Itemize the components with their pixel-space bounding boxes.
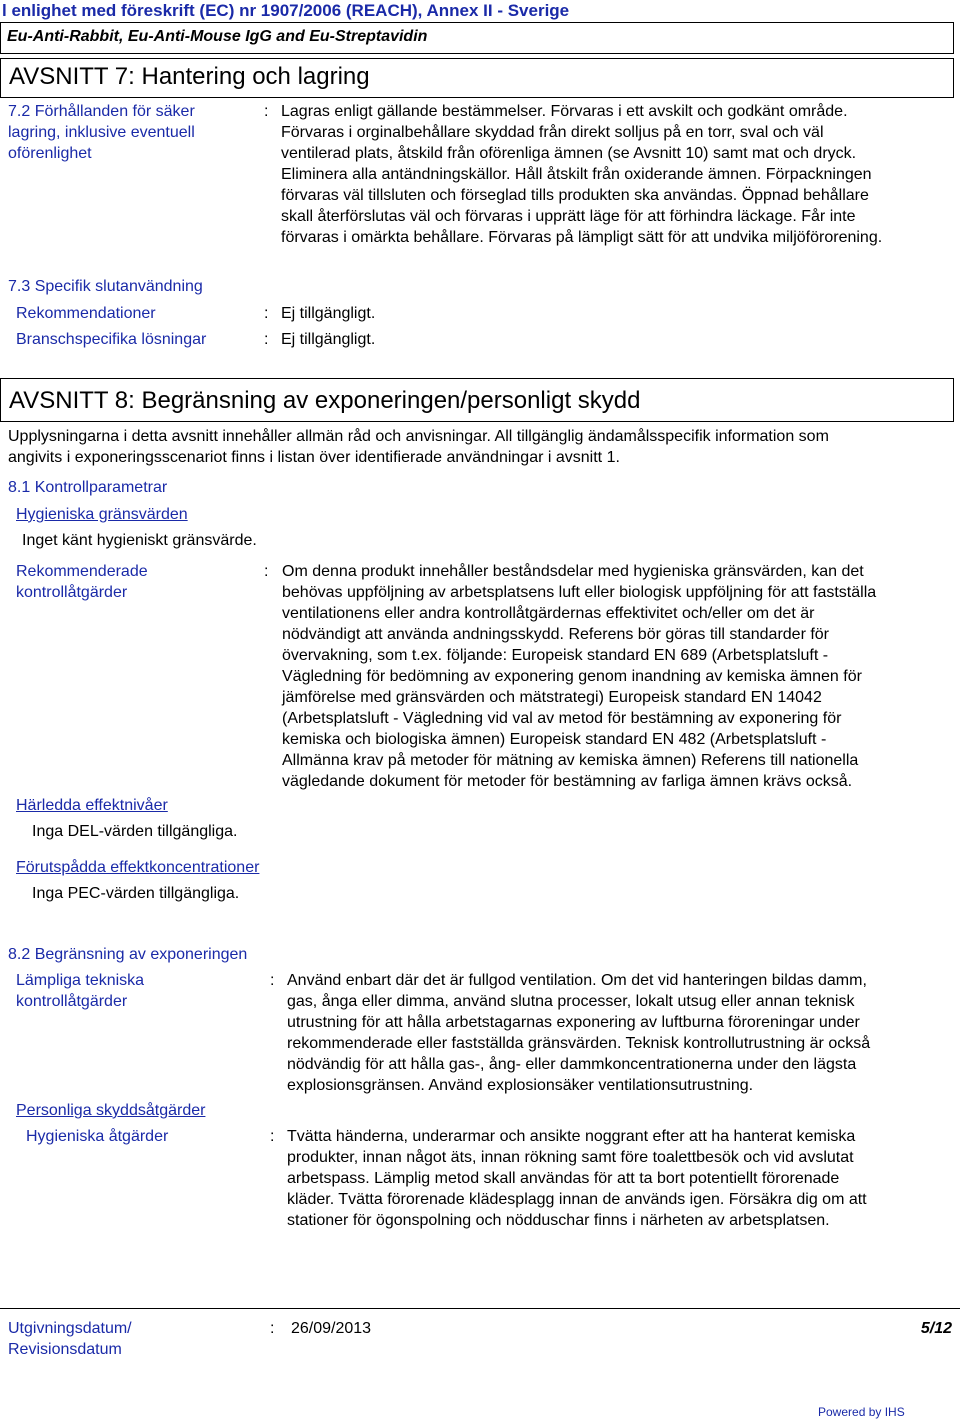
s72-text-line: skall återförslutas väl och förvaras i upprätt läge för att förhindra läckage. Får inte	[281, 208, 856, 225]
s81-rec-text-line: Allmänna krav på metoder för mätning av kemiska ämnen) Referens till nationella	[282, 752, 859, 769]
s72-text-line: ventilerad plats, åtskild från oförenliga ämnen (se Avsnitt 10) samt mat och dryck.	[281, 145, 857, 162]
s81-rec-text-line: nödvändigt att använda andningsskydd. Referens bör göras till standarder för	[282, 626, 830, 643]
s72-text-line: Eliminera alla antändningskällor. Håll åtskilt från oxiderande ämnen. Förpackningen	[281, 166, 872, 183]
s72-text-line: förvaras väl tillsluten och förseglad tills produkten ska användas. Öppnad behållare	[281, 187, 869, 204]
s81-rec-text	[282, 561, 876, 792]
s72-text-line: Lagras enligt gällande bestämmelser. Förvaras i ett avskilt och godkänt område.	[281, 103, 848, 120]
powered-by: Powered by IHS	[818, 1405, 905, 1419]
s73-colon: :	[264, 305, 269, 322]
s82-hyg-text-line: produkter, innan något äts, innan rökning samt före toalettbesök och vid avslutat	[287, 1149, 854, 1166]
s82-tech-text	[287, 970, 870, 1096]
s72-text-line: förvaras i omärkta behållare. Förvaras på lämpligt sätt för att undvika miljöförorening.	[281, 229, 883, 246]
footer-date-label-line: Revisionsdatum	[8, 1341, 122, 1358]
s81-rec-text-line: Vägledning för bedömning av exponering genom inandning av kemiska ämnen för	[282, 668, 862, 685]
s72-text-line: Förvaras i orginalbehållare skyddad från direkt solljus på en torr, sval och väl	[281, 124, 824, 141]
s72-label-line: 7.2 Förhållanden för säker	[8, 103, 195, 120]
s82-tech-text-line: nödvändig för att hålla gas-, ång- eller dammkoncentrationerna under den lägsta	[287, 1056, 857, 1073]
page-number: 5/12	[920, 1320, 952, 1337]
s81-rec-label-line: Rekommenderade	[16, 563, 148, 580]
s81-rec-text-line: Om denna produkt innehåller beståndsdelar med hygieniska gränsvärden, kan det	[282, 563, 864, 580]
s81-rec-text-line: ventilationens eller andra kontrollåtgärdernas effektivitet och/eller om det är	[282, 605, 815, 622]
s73-value-sector: Ej tillgängligt.	[281, 331, 376, 348]
s82-tech-label	[16, 970, 144, 1012]
s81-pec-text: Inga PEC-värden tillgängliga.	[32, 885, 240, 902]
s82-tech-label-line: kontrollåtgärder	[16, 993, 128, 1010]
s81-heading: 8.1 Kontrollparametrar	[8, 479, 168, 496]
s82-hyg-text	[287, 1126, 867, 1231]
s82-heading: 8.2 Begränsning av exponeringen	[8, 946, 248, 963]
s73-label-recommendations: Rekommendationer	[16, 305, 156, 322]
section7-title-box	[0, 58, 954, 98]
s82-tech-text-line: explosionsgränsen. Använd explosionsäker ventilationsutrustning.	[287, 1077, 754, 1094]
s81-rec-text-line: jämförelse med gränsvärden och mätstrategi) Europeisk standard EN 14042	[282, 689, 822, 706]
s81-rec-label-line: kontrollåtgärder	[16, 584, 128, 601]
section8-intro-line: angivits i exponeringsscenariot finns i listan över identifierade användningar i avsnitt 1.	[8, 449, 620, 466]
footer-colon: :	[270, 1320, 275, 1337]
s81-hyg-title: Hygieniska gränsvärden	[16, 506, 188, 523]
s72-label-line: oförenlighet	[8, 145, 92, 162]
s82-tech-label-line: Lämpliga tekniska	[16, 972, 145, 989]
s82-hyg-text-line: stationer för ögonspolning och nödduschar finns i närheten av arbetsplatsen.	[287, 1212, 830, 1229]
s73-heading: 7.3 Specifik slutanvändning	[8, 278, 203, 295]
s81-rec-text-line: (Arbetsplatsluft - Vägledning vid val av metod för bestämning av exponering för	[282, 710, 842, 727]
section8-title-box	[0, 378, 954, 422]
section7-title: AVSNITT 7: Hantering och lagring	[9, 63, 370, 90]
footer-date-label-line: Utgivningsdatum/	[8, 1320, 132, 1337]
s82-tech-text-line: rekommenderade eller fastställda gränsvärden. Teknisk kontrollutrustning är också	[287, 1035, 871, 1052]
product-name-box	[0, 22, 954, 54]
s81-rec-text-line: behövas uppföljning av arbetsplatsens luft eller biologisk uppföljning för att fastställa	[282, 584, 877, 601]
section8-title: AVSNITT 8: Begränsning av exponeringen/personligt skydd	[9, 387, 641, 414]
s82-tech-text-line: Använd enbart där det är fullgod ventilation. Om det vid hanteringen bildas damm,	[287, 972, 867, 989]
s81-hyg-text: Inget känt hygieniskt gränsvärde.	[22, 532, 257, 549]
s81-rec-text-line: kemiska och biologiska ämnen) Europeisk standard EN 482 (Arbetsplatsluft -	[282, 731, 827, 748]
s81-del-text: Inga DEL-värden tillgängliga.	[32, 823, 238, 840]
s81-rec-label	[16, 561, 148, 603]
s82-colon: :	[270, 1128, 275, 1145]
s72-text	[281, 101, 882, 248]
regulation-header: l enlighet med föreskrift (EC) nr 1907/2006 (REACH), Annex II - Sverige	[2, 1, 570, 20]
section8-intro	[8, 426, 829, 468]
s81-pec-title: Förutspådda effektkoncentrationer	[16, 859, 260, 876]
s72-label	[8, 101, 195, 164]
s73-colon: :	[264, 331, 269, 348]
s81-del-title: Härledda effektnivåer	[16, 797, 168, 814]
s82-ppe-title: Personliga skyddsåtgärder	[16, 1102, 206, 1119]
s73-label-sector: Branschspecifika lösningar	[16, 331, 207, 348]
s82-tech-text-line: utrustning för att hålla arbetstagarnas exponering av luftburna föroreningar under	[287, 1014, 860, 1031]
s72-colon: :	[264, 103, 269, 120]
s81-rec-text-line: övervakning, som t.ex. följande: Europeisk standard EN 689 (Arbetsplatsluft -	[282, 647, 829, 664]
footer-divider	[0, 1308, 960, 1309]
s81-rec-text-line: vägledande dokument för metoder för bestämning av farliga ämnen krävs också.	[282, 773, 853, 790]
s82-hyg-label: Hygieniska åtgärder	[26, 1128, 169, 1145]
footer-date-label	[8, 1318, 132, 1360]
s82-hyg-text-line: kläder. Tvätta förorenade klädesplagg innan de används igen. Försäkra dig om att	[287, 1191, 867, 1208]
s73-value-recommendations: Ej tillgängligt.	[281, 305, 376, 322]
footer-date: 26/09/2013	[291, 1320, 372, 1337]
s82-hyg-text-line: Tvätta händerna, underarmar och ansikte noggrant efter att ha hanterat kemiska	[287, 1128, 856, 1145]
s82-colon: :	[270, 972, 275, 989]
s82-tech-text-line: gas, ånga eller dimma, använd slutna processer, lokalt utsug eller annan teknisk	[287, 993, 855, 1010]
s82-hyg-text-line: arbetspass. Lämplig metod skall användas för att ta bort potentiellt förorenade	[287, 1170, 840, 1187]
s81-colon: :	[264, 563, 269, 580]
section8-intro-line: Upplysningarna i detta avsnitt innehåller allmän råd och anvisningar. All tillgänglig ändamålsspecifik information som	[8, 428, 829, 445]
s72-label-line: lagring, inklusive eventuell	[8, 124, 195, 141]
product-name: Eu-Anti-Rabbit, Eu-Anti-Mouse IgG and Eu-Streptavidin	[7, 28, 428, 45]
